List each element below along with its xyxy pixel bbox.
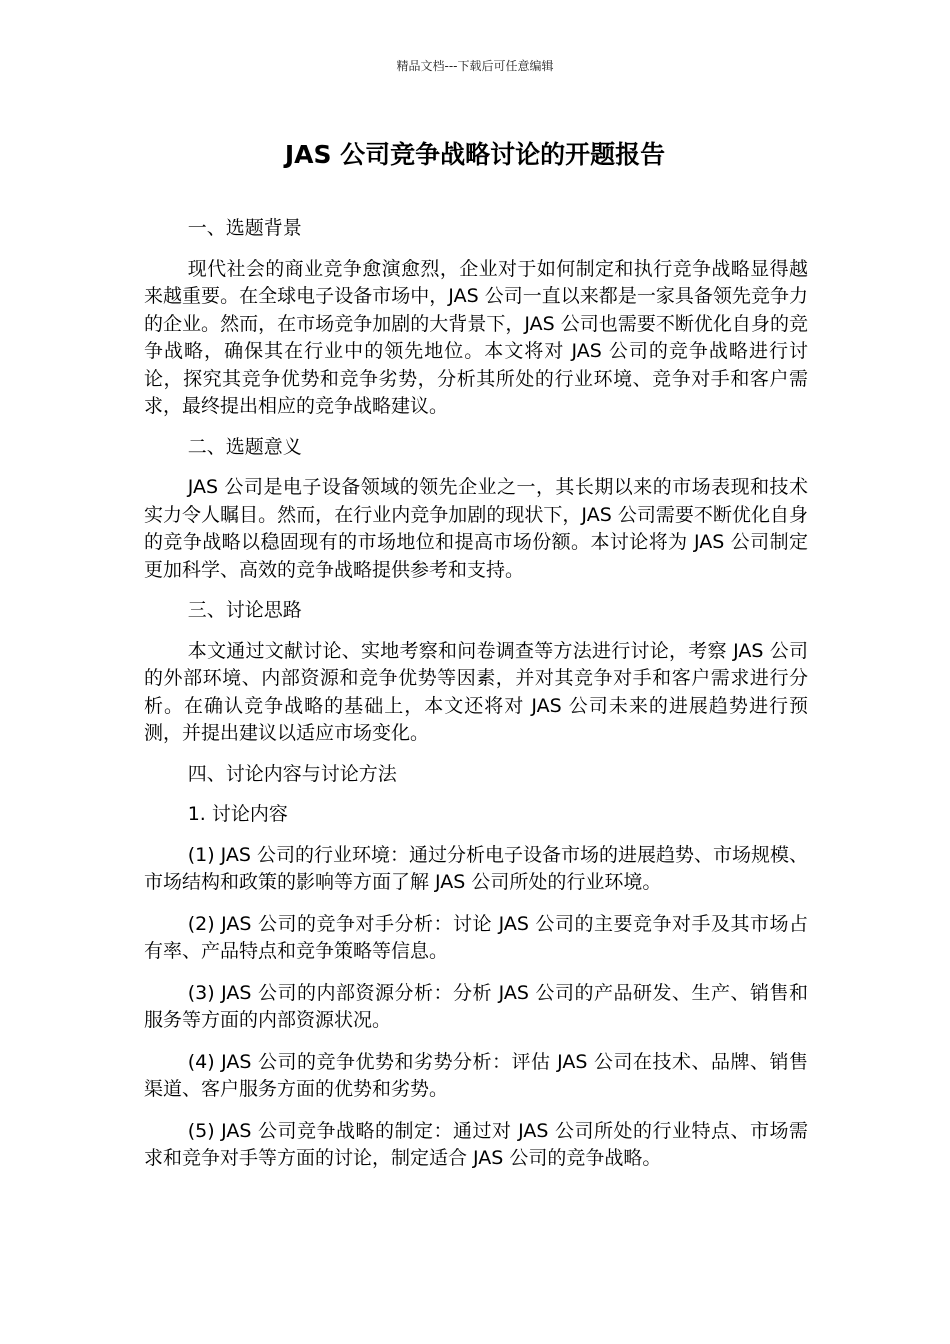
list-item: (3) JAS 公司的内部资源分析：分析 JAS 公司的产品研发、生产、销售和服务等方面的内部资源状况。 [144, 981, 808, 1031]
section-heading-background: 一、选题背景 [187, 217, 302, 239]
section-paragraph-significance: JAS 公司是电子设备领域的领先企业之一，其长期以来的市场表现和技术实力令人瞩目。然而，在行业内竞争加剧的现状下，JAS 公司需要不断优化自身的竞争战略以稳固现有的市场地位和提高市场份额。本讨论将为 JAS 公司制定更加科学、高效的竞争战略提供参考和支持。 [144, 476, 808, 581]
page-header-note: 精品文档---下载后可任意编辑 [396, 59, 554, 73]
document-title: JAS 公司竞争战略讨论的开题报告 [284, 140, 666, 169]
section-paragraph-approach: 本文通过文献讨论、实地考察和问卷调查等方法进行讨论，考察 JAS 公司的外部环境、内部资源和竞争优势等因素，并对其竞争对手和客户需求进行分析。在确认竞争战略的基础上，本文还将对 JAS 公司未来的进展趋势进行预测，并提出建议以适应市场变化。 [144, 639, 808, 744]
section-heading-approach: 三、讨论思路 [187, 599, 302, 621]
document-body [144, 215, 808, 1173]
list-item: (4) JAS 公司的竞争优势和劣势分析：评估 JAS 公司在技术、品牌、销售渠道、客户服务方面的优势和劣势。 [144, 1050, 808, 1100]
section-heading-significance: 二、选题意义 [187, 435, 302, 458]
section-paragraph-background: 现代社会的商业竞争愈演愈烈，企业对于如何制定和执行竞争战略显得越来越重要。在全球电子设备市场中，JAS 公司一直以来都是一家具备领先竞争力的企业。然而，在市场竞争加剧的大背景下，JAS 公司也需要不断优化自身的竞争战略，确保其在行业中的领先地位。本文将对 JAS 公司的竞争战略进行讨论，探究其竞争优势和竞争劣势，分析其所处的行业环境、竞争对手和客户需求，最终提出相应的竞争战略建议。 [144, 257, 808, 417]
section-heading-content-methods: 四、讨论内容与讨论方法 [187, 762, 397, 785]
list-item: (2) JAS 公司的竞争对手分析：讨论 JAS 公司的主要竞争对手及其市场占有率、产品特点和竞争策略等信息。 [144, 912, 808, 962]
list-item: (5) JAS 公司竞争战略的制定：通过对 JAS 公司所处的行业特点、市场需求和竞争对手等方面的讨论，制定适合 JAS 公司的竞争战略。 [144, 1119, 808, 1169]
subsection-heading-content: 1. 讨论内容 [187, 803, 288, 825]
list-item: (1) JAS 公司的行业环境：通过分析电子设备市场的进展趋势、市场规模、市场结构和政策的影响等方面了解 JAS 公司所处的行业环境。 [144, 843, 809, 893]
